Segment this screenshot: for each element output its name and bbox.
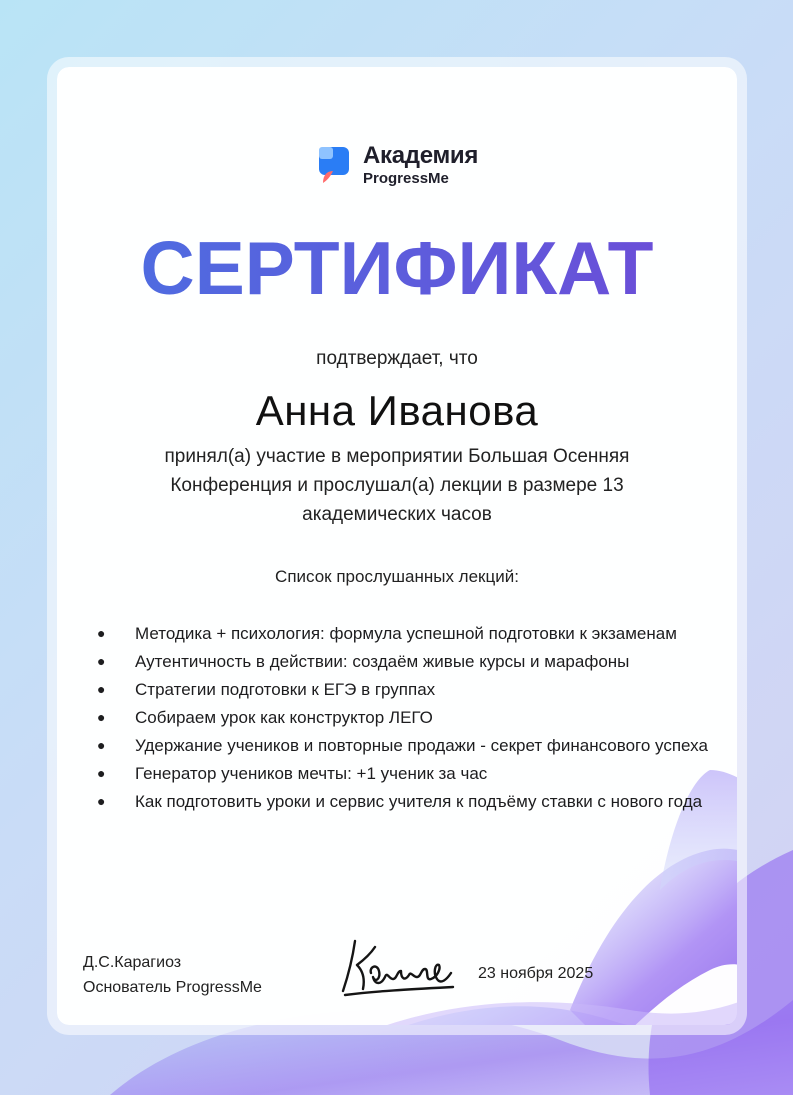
lead-text: подтверждает, что — [316, 348, 478, 369]
logo-subtitle: ProgressMe — [363, 170, 449, 187]
signer-title: Основатель ProgressMe — [83, 979, 262, 996]
logo — [315, 143, 478, 187]
bullet-icon: ● — [97, 765, 106, 781]
certificate-card — [47, 57, 747, 1035]
lecture-item: ● Удержание учеников и повторные продажи - секрет финансового успеха — [87, 732, 717, 759]
signer-block — [83, 950, 262, 1000]
certificate-title: СЕРТИФИКАТ — [140, 227, 654, 310]
bullet-icon: ● — [97, 793, 106, 809]
lecture-item: ● Как подготовить уроки и сервис учителя к подъёму ставки с нового года — [87, 788, 717, 815]
lecture-item: ● Собираем урок как конструктор ЛЕГО — [87, 704, 717, 731]
signature — [335, 933, 460, 1003]
participation-description: принял(а) участие в мероприятии Большая Осенняя Конференция и прослушал(а) лекции в размере 13 академических часов — [164, 446, 630, 525]
certificate-title-graphic — [57, 227, 737, 317]
bullet-icon: ● — [97, 737, 106, 753]
lecture-item: ● Стратегии подготовки к ЕГЭ в группах — [87, 676, 717, 703]
signer-name: Д.С.Карагиоз — [83, 954, 182, 971]
logo-icon — [315, 143, 355, 187]
bullet-icon: ● — [97, 681, 106, 697]
bullet-icon: ● — [97, 653, 106, 669]
lecture-item: ● Аутентичность в действии: создаём живые курсы и марафоны — [87, 648, 717, 675]
decorative-swirl — [47, 57, 747, 1035]
recipient-name: Анна Иванова — [255, 387, 539, 434]
logo-title: Академия — [363, 142, 479, 169]
lectures-title: Список прослушанных лекций: — [275, 567, 519, 586]
lectures-list — [87, 620, 717, 816]
bullet-icon: ● — [97, 625, 106, 641]
issue-date: 23 ноября 2025 — [478, 965, 594, 982]
bullet-icon: ● — [97, 709, 106, 725]
lecture-item: ● Методика + психология: формула успешной подготовки к экзаменам — [87, 620, 717, 647]
lecture-item: ● Генератор учеников мечты: +1 ученик за час — [87, 760, 717, 787]
